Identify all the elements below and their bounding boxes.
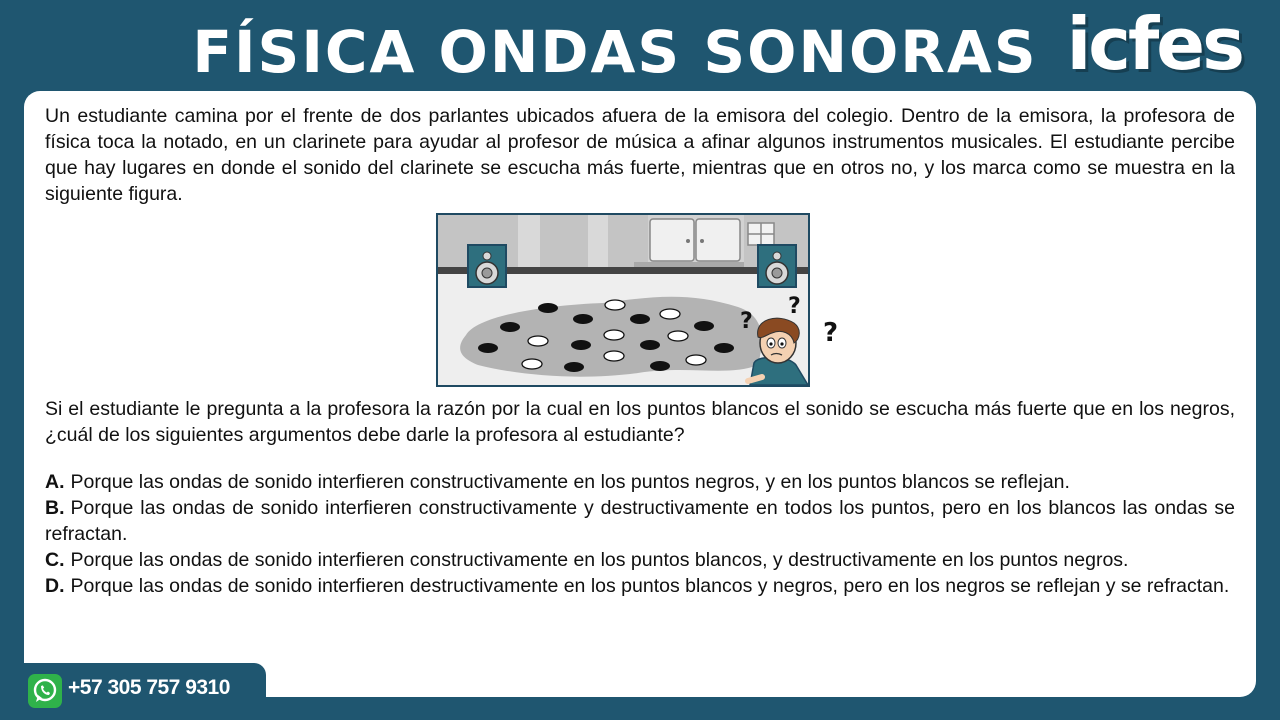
option-b[interactable] bbox=[45, 495, 1235, 547]
question-intro: Un estudiante camina por el frente de dos parlantes ubicados afuera de la emisora del colegio. Dentro de la emisora, la profesora de física toca la notado, en un clarinete para ayudar al profesor de música a afinar algunos instrumentos musicales. El estudiante percibe que hay lugares en donde el sonido del clarinete se escucha más fuerte, mientras que en otros no, y los marca como se muestra en la siguiente figura. bbox=[45, 105, 1235, 205]
option-d[interactable] bbox=[45, 573, 1235, 599]
option-text: Porque las ondas de sonido interfieren constructivamente en los puntos negros, y en los puntos blancos se reflejan. bbox=[70, 471, 1070, 493]
whatsapp-icon bbox=[28, 674, 62, 708]
question-prompt: Si el estudiante le pregunta a la profesora la razón por la cual en los puntos blancos el sonido se escucha más fuerte que en los negros, ¿cuál de los siguientes argumentos debe darle la profesora al estudiante? bbox=[45, 398, 1235, 446]
question-card bbox=[24, 91, 1256, 697]
page-title: FÍSICA ONDAS SONORAS bbox=[192, 18, 1038, 86]
question-mark-icon: ? bbox=[740, 309, 753, 334]
speakers-figure bbox=[436, 213, 810, 387]
icfes-logo: icfes bbox=[1066, 2, 1242, 86]
wall-pillar bbox=[518, 215, 540, 271]
option-letter: C. bbox=[45, 549, 65, 571]
option-text: Porque las ondas de sonido interfieren constructivamente y destructivamente en todos los puntos, pero en los blancos las ondas se refractan. bbox=[45, 497, 1235, 545]
option-a[interactable] bbox=[45, 469, 1235, 495]
answer-options bbox=[45, 469, 1235, 599]
option-text: Porque las ondas de sonido interfieren destructivamente en los puntos blancos y negros, pero en los negros se reflejan y se refractan. bbox=[70, 575, 1230, 597]
figure-illustration bbox=[438, 215, 808, 385]
question-mark-icon: ? bbox=[823, 318, 839, 348]
phone-number: +57 305 757 9310 bbox=[68, 676, 230, 699]
option-letter: A. bbox=[45, 471, 65, 493]
right-speaker bbox=[758, 245, 796, 287]
contact-badge[interactable] bbox=[24, 663, 266, 720]
wall-pillar bbox=[588, 215, 608, 271]
option-letter: D. bbox=[45, 575, 65, 597]
option-c[interactable] bbox=[45, 547, 1235, 573]
option-text: Porque las ondas de sonido interfieren constructivamente en los puntos blancos, y destructivamente en los puntos negros. bbox=[70, 549, 1129, 571]
question-mark-icon: ? bbox=[788, 294, 801, 319]
left-speaker bbox=[468, 245, 506, 287]
option-letter: B. bbox=[45, 497, 65, 519]
